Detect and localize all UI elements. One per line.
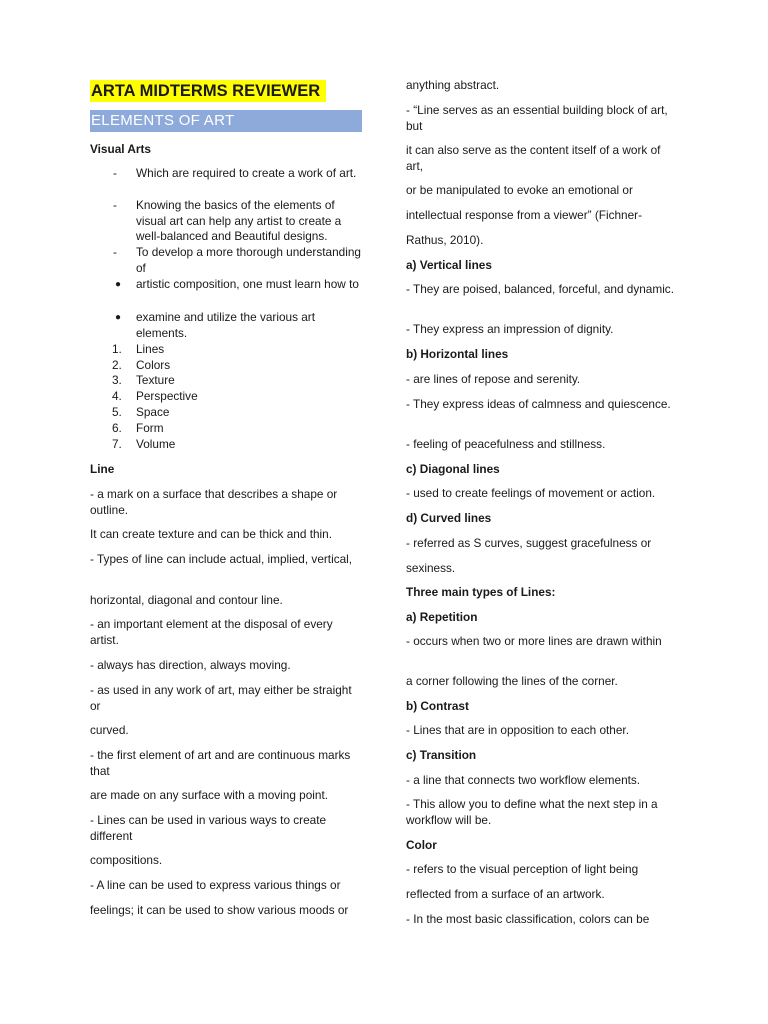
paragraph: feelings; it can be used to show various moods or (90, 903, 349, 917)
section-subheading: c) Transition (406, 748, 477, 762)
section-heading: ELEMENTS OF ART (90, 110, 362, 132)
paragraph: It can create texture and can be thick and thin. (90, 527, 332, 541)
paragraph: - a mark on a surface that describes a shape or outline. (90, 487, 338, 517)
paragraph: reflected from a surface of an artwork. (406, 887, 605, 901)
paragraph: it can also serve as the content itself of a work of art, (406, 143, 661, 173)
paragraph: - used to create feelings of movement or action. (406, 486, 656, 500)
paragraph: horizontal, diagonal and contour line. (90, 593, 283, 607)
line-heading: Line (90, 462, 115, 476)
paragraph: - Types of line can include actual, implied, vertical, (90, 552, 353, 566)
list-item: - Which are required to create a work of art. (113, 166, 357, 180)
paragraph: compositions. (90, 853, 163, 867)
paragraph: - as used in any work of art, may either be straight or (90, 683, 352, 713)
paragraph: or be manipulated to evoke an emotional or (406, 183, 633, 197)
section-subheading: a) Repetition (406, 610, 478, 624)
paragraph: - always has direction, always moving. (90, 658, 291, 672)
paragraph: - referred as S curves, suggest gracefulness or (406, 536, 652, 550)
paragraph: - are lines of repose and serenity. (406, 372, 581, 386)
paragraph: - the first element of art and are continuous marks that (90, 748, 351, 778)
paragraph: - occurs when two or more lines are drawn within (406, 634, 662, 648)
paragraph: sexiness. (406, 561, 456, 575)
paragraph: - Lines that are in opposition to each other. (406, 723, 629, 737)
section-subheading: Color (406, 838, 437, 852)
list-item: ● examine and utilize the various art elements. (115, 310, 316, 340)
paragraph: - They express ideas of calmness and quiescence. (406, 397, 671, 411)
paragraph: Rathus, 2010). (406, 233, 484, 247)
section-subheading: b) Horizontal lines (406, 347, 509, 361)
list-item: 2. Colors (112, 358, 171, 372)
list-item: 5. Space (112, 405, 170, 419)
paragraph: intellectual response from a viewer” (Fichner- (406, 208, 643, 222)
list-item: 4. Perspective (112, 389, 198, 403)
paragraph: - feeling of peacefulness and stillness. (406, 437, 606, 451)
section-subheading: c) Diagonal lines (406, 462, 500, 476)
section-subheading: a) Vertical lines (406, 258, 492, 272)
list-item: ● artistic composition, one must learn how to (115, 277, 359, 291)
paragraph: - A line can be used to express various things or (90, 878, 341, 892)
paragraph: - Lines can be used in various ways to create different (90, 813, 327, 843)
paragraph: - They express an impression of dignity. (406, 322, 614, 336)
section-subheading: d) Curved lines (406, 511, 492, 525)
list-item: 1. Lines (112, 342, 165, 356)
paragraph: - They are poised, balanced, forceful, and dynamic. (406, 282, 674, 296)
list-item: - Knowing the basics of the elements of visual art can help any artist to create a well-balanced and Beautiful designs. (113, 198, 342, 244)
paragraph: a corner following the lines of the corner. (406, 674, 618, 688)
paragraph: curved. (90, 723, 129, 737)
paragraph: are made on any surface with a moving point. (90, 788, 329, 802)
list-item: 6. Form (112, 421, 164, 435)
visual-arts-heading: Visual Arts (90, 142, 151, 156)
section-subheading: b) Contrast (406, 699, 469, 713)
paragraph: - an important element at the disposal of every artist. (90, 617, 333, 647)
paragraph: - a line that connects two workflow elements. (406, 773, 641, 787)
paragraph: - refers to the visual perception of light being (406, 862, 639, 876)
paragraph: anything abstract. (406, 78, 500, 92)
list-item: 3. Texture (112, 373, 175, 387)
paragraph: - In the most basic classification, colors can be (406, 912, 650, 926)
bullet-icon: ● (115, 279, 122, 290)
bullet-icon: ● (115, 312, 122, 323)
list-item: - To develop a more thorough understanding of (113, 245, 361, 275)
section-subheading: Three main types of Lines: (406, 585, 556, 599)
paragraph: - “Line serves as an essential building block of art, but (406, 103, 668, 133)
paragraph: - This allow you to define what the next step in a workflow will be. (406, 797, 658, 827)
document-title: ARTA MIDTERMS REVIEWER (90, 80, 326, 102)
list-item: 7. Volume (112, 437, 176, 451)
